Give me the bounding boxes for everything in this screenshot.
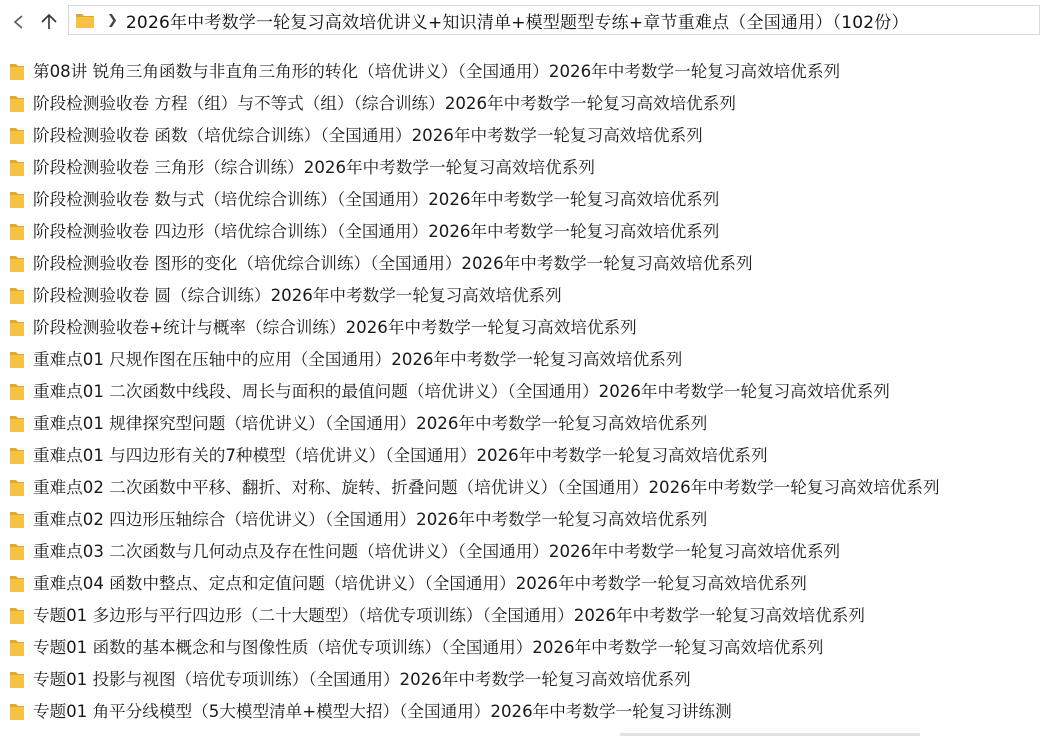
folder-icon (9, 607, 25, 625)
folder-icon (9, 255, 25, 273)
folder-name[interactable]: 阶段检测验收卷 数与式（培优综合训练）（全国通用）2026年中考数学一轮复习高效培优系列 (33, 190, 720, 209)
folder-row[interactable] (0, 664, 1044, 696)
folder-name[interactable]: 重难点04 函数中整点、定点和定值问题（培优讲义）（全国通用）2026年中考数学一轮复习高效培优系列 (33, 574, 807, 593)
folder-name[interactable]: 重难点02 四边形压轴综合（培优讲义）（全国通用）2026年中考数学一轮复习高效培优系列 (33, 510, 708, 529)
horizontal-scrollbar[interactable] (620, 733, 920, 736)
folder-icon (9, 703, 25, 721)
folder-row[interactable] (0, 376, 1044, 408)
folder-name[interactable]: 专题01 投影与视图（培优专项训练）（全国通用）2026年中考数学一轮复习高效培优系列 (33, 670, 691, 689)
folder-icon (9, 415, 25, 433)
folder-name[interactable]: 重难点01 尺规作图在压轴中的应用（全国通用）2026年中考数学一轮复习高效培优系列 (33, 350, 683, 369)
folder-icon (9, 95, 25, 113)
folder-name[interactable]: 专题01 角平分线模型（5大模型清单+模型大招）（全国通用）2026年中考数学一轮复习讲练测 (33, 702, 732, 721)
folder-icon (9, 127, 25, 145)
address-path[interactable]: 2026年中考数学一轮复习高效培优讲义+知识清单+模型题型专练+章节重难点（全国通用）（102份） (125, 12, 909, 33)
folder-row[interactable] (0, 632, 1044, 664)
folder-icon (9, 159, 25, 177)
folder-icon (9, 639, 25, 657)
folder-name[interactable]: 阶段检测验收卷 图形的变化（培优综合训练）（全国通用）2026年中考数学一轮复习高效培优系列 (33, 254, 753, 273)
folder-name[interactable]: 阶段检测验收卷 圆（综合训练）2026年中考数学一轮复习高效培优系列 (33, 286, 562, 305)
folder-icon (9, 223, 25, 241)
folder-name[interactable]: 阶段检测验收卷 三角形（综合训练）2026年中考数学一轮复习高效培优系列 (33, 158, 595, 177)
folder-icon (9, 383, 25, 401)
folder-row[interactable] (0, 696, 1044, 728)
folder-icon (9, 671, 25, 689)
folder-icon (9, 191, 25, 209)
up-arrow-icon (39, 12, 59, 32)
folder-name[interactable]: 重难点01 二次函数中线段、周长与面积的最值问题（培优讲义）（全国通用）2026年中考数学一轮复习高效培优系列 (33, 382, 890, 401)
folder-icon (9, 543, 25, 561)
folder-name[interactable]: 阶段检测验收卷+统计与概率（综合训练）2026年中考数学一轮复习高效培优系列 (33, 318, 637, 337)
folder-row[interactable] (0, 312, 1044, 344)
folder-row[interactable] (0, 248, 1044, 280)
folder-row[interactable] (0, 344, 1044, 376)
folder-icon (9, 575, 25, 593)
folder-icon (9, 351, 25, 369)
folder-icon (9, 287, 25, 305)
folder-row[interactable] (0, 216, 1044, 248)
folder-row[interactable] (0, 56, 1044, 88)
folder-icon (75, 11, 95, 29)
folder-row[interactable] (0, 88, 1044, 120)
folder-row[interactable] (0, 568, 1044, 600)
folder-row[interactable] (0, 280, 1044, 312)
folder-name[interactable]: 重难点02 二次函数中平移、翻折、对称、旋转、折叠问题（培优讲义）（全国通用）2026年中考数学一轮复习高效培优系列 (33, 478, 940, 497)
left-arrow-icon (10, 13, 28, 31)
folder-row[interactable] (0, 440, 1044, 472)
folder-row[interactable] (0, 408, 1044, 440)
folder-icon (9, 479, 25, 497)
folder-row[interactable] (0, 504, 1044, 536)
folder-name[interactable]: 阶段检测验收卷 四边形（培优综合训练）（全国通用）2026年中考数学一轮复习高效培优系列 (33, 222, 720, 241)
chevron-right-icon[interactable]: ❯ (107, 12, 118, 28)
folder-name[interactable]: 专题01 函数的基本概念和与图像性质（培优专项训练）（全国通用）2026年中考数学一轮复习高效培优系列 (33, 638, 824, 657)
folder-icon (9, 319, 25, 337)
back-button[interactable] (6, 9, 32, 35)
folder-name[interactable]: 阶段检测验收卷 方程（组）与不等式（组）（综合训练）2026年中考数学一轮复习高效培优系列 (33, 94, 736, 113)
folder-row[interactable] (0, 600, 1044, 632)
folder-icon (9, 63, 25, 81)
explorer-toolbar (0, 0, 1044, 42)
folder-name[interactable]: 重难点03 二次函数与几何动点及存在性问题（培优讲义）（全国通用）2026年中考数学一轮复习高效培优系列 (33, 542, 841, 561)
folder-row[interactable] (0, 152, 1044, 184)
folder-row[interactable] (0, 184, 1044, 216)
folder-name[interactable]: 重难点01 与四边形有关的7种模型（培优讲义）（全国通用）2026年中考数学一轮复习高效培优系列 (33, 446, 768, 465)
folder-name[interactable]: 阶段检测验收卷 函数（培优综合训练）（全国通用）2026年中考数学一轮复习高效培优系列 (33, 126, 703, 145)
folder-name[interactable]: 第08讲 锐角三角函数与非直角三角形的转化（培优讲义）（全国通用）2026年中考数学一轮复习高效培优系列 (33, 62, 841, 81)
folder-row[interactable] (0, 536, 1044, 568)
folder-list (0, 56, 1044, 730)
folder-row[interactable] (0, 120, 1044, 152)
folder-name[interactable]: 重难点01 规律探究型问题（培优讲义）（全国通用）2026年中考数学一轮复习高效培优系列 (33, 414, 708, 433)
folder-icon (9, 447, 25, 465)
folder-row[interactable] (0, 472, 1044, 504)
folder-icon (9, 511, 25, 529)
up-button[interactable] (36, 9, 62, 35)
folder-name[interactable]: 专题01 多边形与平行四边形（二十大题型）（培优专项训练）（全国通用）2026年中考数学一轮复习高效培优系列 (33, 606, 865, 625)
address-bar[interactable] (68, 5, 1040, 35)
